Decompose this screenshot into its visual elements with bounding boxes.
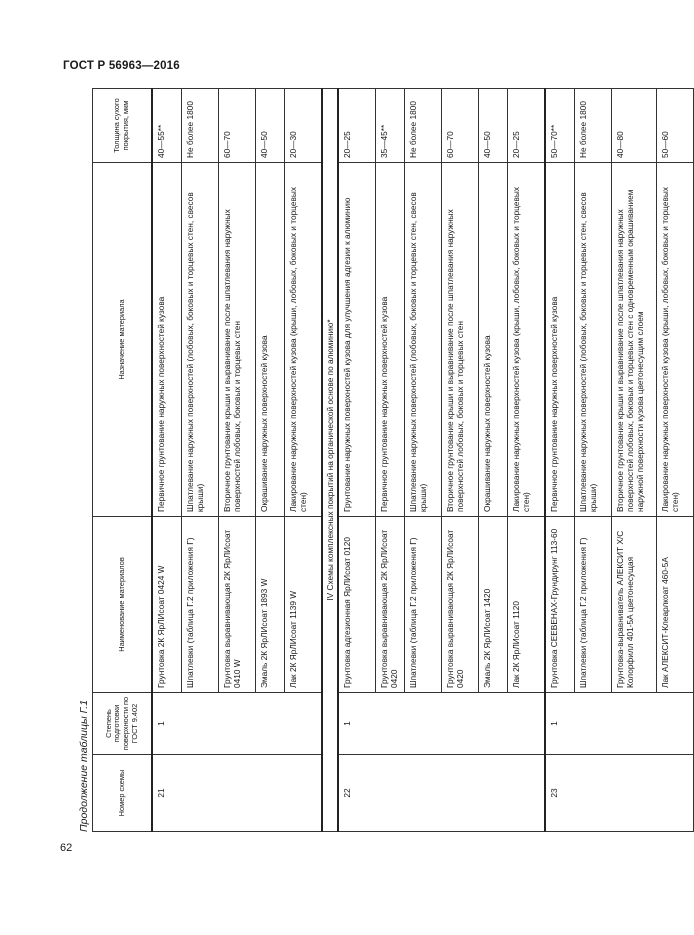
header-scheme-number: Номер схемы bbox=[93, 755, 153, 832]
material-name-cell: Эмаль 2К ЯрЛИсоат 1893 W bbox=[256, 517, 285, 693]
material-name-cell: Эмаль 2К ЯрЛИсоат 1420 bbox=[479, 517, 508, 693]
section-title: IV Схемы комплексных покрытий на органической основе по алюминию* bbox=[322, 89, 338, 832]
material-name-cell: Шпатлевки (таблица Г.2 приложения Г) bbox=[575, 517, 612, 693]
thickness-cell: Не более 1800 bbox=[182, 89, 219, 163]
header-thickness: Толщина сухого покрытия, мкм bbox=[93, 89, 153, 163]
materials-table bbox=[92, 88, 694, 832]
thickness-cell: 50—60 bbox=[657, 89, 694, 163]
thickness-cell: 40—80 bbox=[612, 89, 657, 163]
prep-degree-cell: 1 bbox=[152, 693, 322, 755]
thickness-cell: 35—45** bbox=[376, 89, 405, 163]
material-name-cell: Лак 2К ЯрЛИсоат 1120 bbox=[508, 517, 546, 693]
purpose-cell: Шпатлевание наружных поверхностей (лобовых, боковых и торцевых стен, свесов крыши) bbox=[182, 163, 219, 517]
material-name-cell: Шпатлевки (таблица Г.2 приложения Г) bbox=[405, 517, 442, 693]
thickness-cell: 60—70 bbox=[442, 89, 479, 163]
table-row bbox=[545, 89, 575, 832]
scheme-number-cell: 21 bbox=[152, 755, 322, 832]
material-name-cell: Грунтовка выравнивающая 2К ЯрЛИсоат 0420 bbox=[442, 517, 479, 693]
prep-degree-cell: 1 bbox=[338, 693, 545, 755]
header-purpose: Назначение материала bbox=[93, 163, 153, 517]
purpose-cell: Шпатлевание наружных поверхностей (лобовых, боковых и торцевых стен, свесов крыши) bbox=[405, 163, 442, 517]
purpose-cell: Лакирование наружных поверхностей кузова (крыши, лобовых, боковых и торцевых стен) bbox=[285, 163, 323, 517]
section-row bbox=[322, 89, 338, 832]
table-row bbox=[338, 89, 376, 832]
thickness-cell: 20—25 bbox=[338, 89, 376, 163]
scheme-number-cell: 22 bbox=[338, 755, 545, 832]
prep-degree-cell: 1 bbox=[545, 693, 694, 755]
thickness-cell: 40—50 bbox=[479, 89, 508, 163]
purpose-cell: Лакирование наружных поверхностей кузова (крыши, лобовых, боковых и торцевых стен) bbox=[657, 163, 694, 517]
material-name-cell: Грунтовка CEEBEHAX-Грундирунг 113-60 bbox=[545, 517, 575, 693]
thickness-cell: 40—55** bbox=[152, 89, 182, 163]
purpose-cell: Вторичное грунтование крыши и выравнивание после шпатлевания наружных поверхностей лобовых, боковых и торцевых стен bbox=[442, 163, 479, 517]
purpose-cell: Первичное грунтование наружных поверхностей кузова bbox=[152, 163, 182, 517]
purpose-cell: Первичное грунтование наружных поверхностей кузова bbox=[376, 163, 405, 517]
purpose-cell: Окрашивание наружных поверхностей кузова bbox=[256, 163, 285, 517]
material-name-cell: Грунтовка адгезионная ЯрЛИсоат 0120 bbox=[338, 517, 376, 693]
purpose-cell: Окрашивание наружных поверхностей кузова bbox=[479, 163, 508, 517]
purpose-cell: Грунтование наружных поверхностей кузова для улучшения адгезии к алюминию bbox=[338, 163, 376, 517]
material-name-cell: Лак 2К ЯрЛИсоат 1139 W bbox=[285, 517, 323, 693]
purpose-cell: Вторичное грунтование крыши и выравнивание после шпатлевания наружных поверхностей лобовых, боковых и торцевых стен bbox=[219, 163, 256, 517]
purpose-cell: Первичное грунтование наружных поверхностей кузова bbox=[545, 163, 575, 517]
purpose-cell: Лакирование наружных поверхностей кузова (крыши, лобовых, боковых и торцевых стен) bbox=[508, 163, 546, 517]
material-name-cell: Грунтовка выравнивающая 2К ЯрЛИсоат 0410 W bbox=[219, 517, 256, 693]
material-name-cell: Лак АЛЕКСИТ-Клеарлкоат 460-5А bbox=[657, 517, 694, 693]
material-name-cell: Грунтовка-выравниватель АЛЕКСИТ Х/С Колорфилл 401-5А цветонесущая bbox=[612, 517, 657, 693]
header-material-name: Наименование материалов bbox=[93, 517, 153, 693]
header-prep-degree: Степень подготовки поверхности по ГОСТ 9.402 bbox=[93, 693, 153, 755]
thickness-cell: Не более 1800 bbox=[575, 89, 612, 163]
material-name-cell: Грунтовка 2К ЯрЛИсоат 0424 W bbox=[152, 517, 182, 693]
purpose-cell: Шпатлевание наружных поверхностей (лобовых, боковых и торцевых стен, свесов крыши) bbox=[575, 163, 612, 517]
rotated-table-container bbox=[78, 89, 681, 832]
material-name-cell: Грунтовка выравнивающая 2К ЯрЛИсоат 0420 bbox=[376, 517, 405, 693]
table-caption: Продолжение таблицы Г.1 bbox=[78, 699, 90, 832]
table-row bbox=[152, 89, 182, 832]
material-name-cell: Шпатлевки (таблица Г.2 приложения Г) bbox=[182, 517, 219, 693]
page-number: 62 bbox=[60, 842, 73, 854]
scheme-number-cell: 23 bbox=[545, 755, 694, 832]
thickness-cell: Не более 1800 bbox=[405, 89, 442, 163]
purpose-cell: Вторичное грунтование крыши и выравнивание после шпатлевания наружных поверхностей лобовых, боковых и торцевых стен с одновременным окрашиванием наружной поверхности кузова цветонесущим слоем bbox=[612, 163, 657, 517]
thickness-cell: 40—50 bbox=[256, 89, 285, 163]
thickness-cell: 50—70** bbox=[545, 89, 575, 163]
document-header: ГОСТ Р 56963—2016 bbox=[63, 60, 180, 72]
thickness-cell: 60—70 bbox=[219, 89, 256, 163]
thickness-cell: 20—25 bbox=[508, 89, 546, 163]
thickness-cell: 20—30 bbox=[285, 89, 323, 163]
